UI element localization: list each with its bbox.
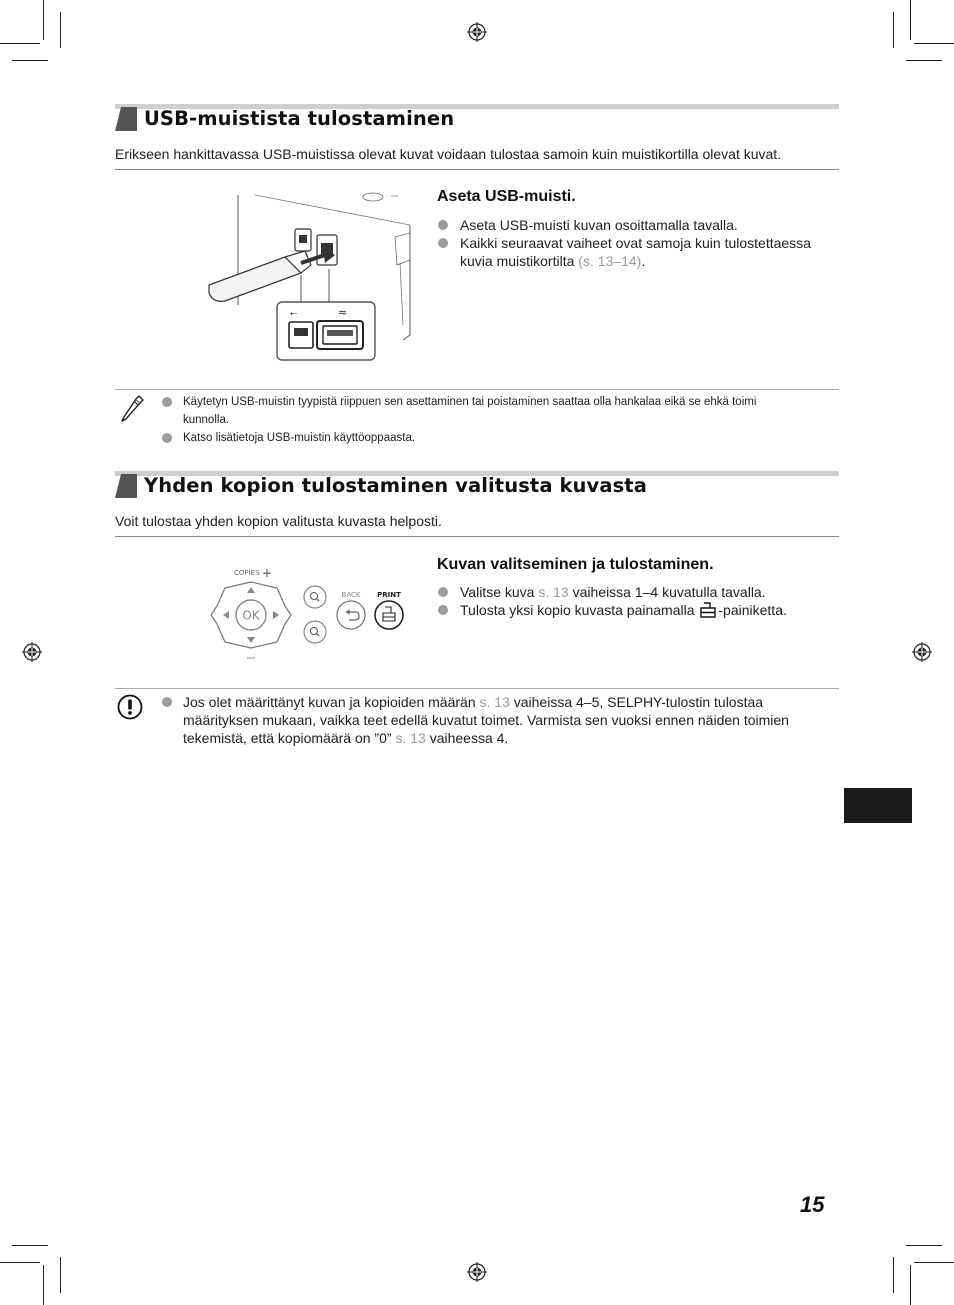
svg-text:⭠: ⭠ bbox=[290, 309, 298, 319]
list-item-text: Aseta USB-muisti kuvan osoittamalla tavalla. bbox=[460, 217, 738, 233]
divider bbox=[115, 536, 839, 537]
page-number: 15 bbox=[800, 1192, 825, 1217]
divider bbox=[115, 688, 839, 689]
list-item-text: Kaikki seuraavat vaiheet ovat samoja kuin tulostettaessa kuvia muistikortilta bbox=[460, 235, 811, 269]
crop-mark bbox=[910, 0, 911, 40]
copies-label: COPIES bbox=[234, 569, 260, 577]
section-intro: Voit tulostaa yhden kopion valitusta kuvasta helposti. bbox=[115, 513, 442, 529]
page-reference-link[interactable]: (s. 13–14) bbox=[578, 253, 642, 269]
usb-insertion-illustration bbox=[205, 185, 415, 365]
caution-text: vaiheessa 4. bbox=[429, 730, 509, 746]
page-reference-link[interactable]: s. 13 bbox=[395, 730, 426, 746]
divider bbox=[115, 169, 839, 170]
list-item bbox=[437, 216, 839, 234]
crop-mark bbox=[0, 43, 40, 44]
page-reference-link[interactable]: s. 13 bbox=[538, 584, 569, 600]
step-bullets bbox=[437, 583, 839, 619]
back-button[interactable] bbox=[337, 601, 365, 629]
zoom-out-button[interactable] bbox=[304, 621, 326, 643]
list-item-text: Valitse kuva bbox=[460, 584, 535, 600]
list-item bbox=[437, 234, 839, 270]
crop-mark bbox=[43, 0, 44, 40]
crop-mark bbox=[60, 12, 61, 48]
zoom-in-button[interactable] bbox=[304, 586, 326, 608]
divider bbox=[115, 389, 839, 390]
registration-mark-icon bbox=[467, 1262, 487, 1282]
crop-mark bbox=[43, 1265, 44, 1305]
section-marker-icon bbox=[115, 474, 137, 498]
registration-mark-icon bbox=[22, 642, 42, 662]
print-icon bbox=[699, 602, 717, 618]
crop-mark bbox=[914, 1262, 954, 1263]
section-marker-icon bbox=[115, 107, 137, 131]
section-intro: Erikseen hankittavassa USB-muistissa olevat kuvat voidaan tulostaa samoin kuin muistikortilla olevat kuvat. bbox=[115, 146, 782, 162]
crop-mark bbox=[893, 12, 894, 48]
page-reference-link[interactable]: s. 13 bbox=[479, 694, 510, 710]
crop-mark bbox=[906, 60, 942, 61]
chapter-tab bbox=[844, 788, 912, 823]
list-item bbox=[160, 429, 800, 447]
ok-label: OK bbox=[242, 608, 260, 623]
svg-text:≈: ≈ bbox=[338, 306, 348, 319]
list-item-text-end: . bbox=[641, 253, 646, 269]
print-button[interactable] bbox=[375, 601, 403, 629]
step-title: Aseta USB-muisti. bbox=[437, 188, 576, 205]
list-item-text: -painiketta. bbox=[718, 602, 787, 618]
note-text: Käytetyn USB-muistin tyypistä riippuen sen asettaminen tai poistaminen saattaa olla hankalaa eikä se ehkä toimi kunnolla. bbox=[183, 396, 757, 426]
crop-mark bbox=[906, 1245, 942, 1246]
exclamation-circle-icon bbox=[117, 694, 143, 720]
step-title: Kuvan valitseminen ja tulostaminen. bbox=[437, 556, 714, 573]
control-panel-illustration bbox=[205, 562, 415, 666]
list-item bbox=[160, 393, 800, 429]
section-title: USB-muistista tulostaminen bbox=[144, 107, 455, 130]
list-item bbox=[437, 583, 839, 601]
crop-mark bbox=[0, 1262, 40, 1263]
registration-mark-icon bbox=[912, 642, 932, 662]
step-bullets bbox=[437, 216, 839, 270]
section-title: Yhden kopion tulostaminen valitusta kuvasta bbox=[144, 474, 647, 497]
note-list bbox=[160, 393, 800, 447]
crop-mark bbox=[893, 1257, 894, 1293]
caution-text: vaiheissa 4–5, SELPHY-tulostin tulostaa määrityksen mukaan, vaikka teet edellä kuvatut toimet. Varmista sen vuoksi ennen näiden toimien tekemistä, että kopiomäärä on ”0” bbox=[183, 694, 789, 746]
list-item-text: vaiheissa 1–4 kuvatulla tavalla. bbox=[572, 584, 766, 600]
crop-mark bbox=[914, 43, 954, 44]
crop-mark bbox=[12, 1245, 48, 1246]
list-item-text: Tulosta yksi kopio kuvasta painamalla bbox=[460, 602, 695, 618]
print-label: PRINT bbox=[377, 591, 401, 599]
list-item bbox=[160, 693, 810, 747]
crop-mark bbox=[60, 1257, 61, 1293]
back-label: BACK bbox=[341, 591, 361, 599]
caution-list bbox=[160, 693, 810, 747]
list-item bbox=[437, 601, 839, 619]
crop-mark bbox=[12, 60, 48, 61]
crop-mark bbox=[910, 1265, 911, 1305]
svg-text:+: + bbox=[262, 566, 273, 580]
registration-mark-icon bbox=[467, 22, 487, 42]
caution-text: Jos olet määrittänyt kuvan ja kopioiden määrän bbox=[183, 694, 476, 710]
pencil-icon bbox=[118, 393, 144, 423]
note-text: Katso lisätietoja USB-muistin käyttöoppaasta. bbox=[183, 432, 416, 444]
